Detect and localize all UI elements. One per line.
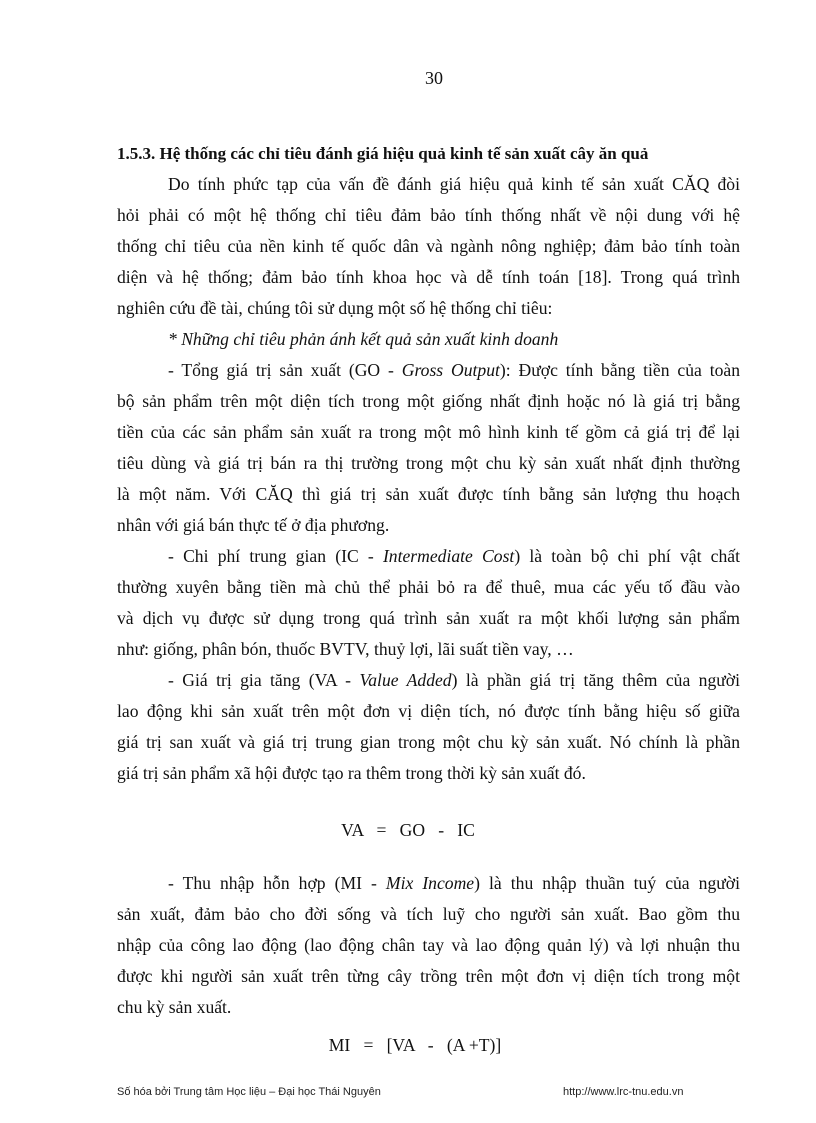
text-line bbox=[117, 992, 740, 1023]
text-segment: là một năm. Với CĂQ thì giá trị sản xuất được tính bằng sản lượng thu hoạch bbox=[117, 483, 740, 504]
text-line bbox=[168, 868, 740, 899]
text-segment: diện và hệ thống; đảm bảo tính khoa học và dễ tính toán [18]. Trong quá trình bbox=[117, 266, 740, 287]
text-line bbox=[117, 696, 740, 727]
text-segment: lao động khi sản xuất trên một đơn vị diện tích, nó được tính bằng hiệu số giữa bbox=[117, 700, 740, 721]
text-line bbox=[117, 510, 740, 541]
text-line bbox=[117, 231, 740, 262]
footer-credit: Số hóa bởi Trung tâm Học liệu – Đại học Thái Nguyên bbox=[117, 1086, 381, 1098]
text-line bbox=[117, 899, 740, 930]
text-line bbox=[117, 262, 740, 293]
text-segment: thường xuyên bằng tiền mà chủ thể phải bỏ ra để thuê, mua các yếu tố đầu vào bbox=[117, 576, 740, 597]
text-line bbox=[117, 386, 740, 417]
footer-link[interactable]: http://www.lrc-tnu.edu.vn bbox=[563, 1086, 684, 1098]
text-segment: nhập của công lao động (lao động chân tay và lao động quản lý) và lợi nhuận thu bbox=[117, 934, 740, 955]
text-segment: được khi người sản xuất trên từng cây trồng trên một đơn vị diện tích trong một bbox=[117, 965, 740, 986]
text-segment: như: giống, phân bón, thuốc BVTV, thuỷ lợi, lãi suất tiền vay, … bbox=[117, 638, 574, 659]
text-segment: và dịch vụ được sử dụng trong quá trình sản xuất ra một khối lượng sản phẩm bbox=[117, 607, 740, 628]
text-segment: tiền của các sản phẩm sản xuất ra trong một mô hình kinh tế gồm cả giá trị để lại bbox=[117, 421, 740, 442]
text-line bbox=[117, 603, 740, 634]
emphasis-text: * Những chỉ tiêu phản ánh kết quả sản xuất kinh doanh bbox=[168, 328, 559, 349]
text-segment: giá trị sản phẩm xã hội được tạo ra thêm trong thời kỳ sản xuất đó. bbox=[117, 762, 586, 783]
emphasis-text: Mix Income bbox=[385, 872, 475, 893]
text-segment: - Giá trị gia tăng (VA - bbox=[168, 669, 360, 690]
emphasis-text: Gross Output bbox=[401, 359, 500, 380]
text-line bbox=[117, 758, 740, 789]
text-segment: chu kỳ sản xuất. bbox=[117, 996, 232, 1017]
text-line bbox=[117, 479, 740, 510]
text-segment: 1.5.3. Hệ thống các chỉ tiêu đánh giá hiệu quả kinh tế sản xuất cây ăn quả bbox=[117, 143, 649, 163]
text-segment: bộ sản phẩm trên một diện tích trong một giống nhất định hoặc nó là giá trị bằng bbox=[117, 390, 740, 411]
text-line bbox=[117, 200, 740, 231]
text-line bbox=[117, 417, 740, 448]
text-line bbox=[117, 727, 740, 758]
formula-mi: MI = [VA - (A +T)] bbox=[328, 1035, 502, 1055]
text-line bbox=[117, 572, 740, 603]
section-heading bbox=[117, 138, 740, 169]
page-number: 30 bbox=[425, 68, 443, 88]
text-segment: ) là thu nhập thuần tuý của người bbox=[474, 872, 740, 893]
text-segment: - Tổng giá trị sản xuất (GO - bbox=[168, 359, 402, 380]
text-segment: thống chỉ tiêu của nền kinh tế quốc dân và ngành nông nghiệp; đảm bảo tính toàn bbox=[117, 235, 740, 256]
text-segment: tiêu dùng và giá trị bán ra thị trường trong một chu kỳ sản xuất nhất định thường bbox=[117, 452, 740, 473]
text-line bbox=[168, 665, 740, 696]
text-line bbox=[117, 634, 740, 665]
text-segment: hỏi phải có một hệ thống chỉ tiêu đảm bảo tính thống nhất về nội dung với hệ bbox=[117, 204, 740, 225]
text-line bbox=[117, 930, 740, 961]
text-line bbox=[117, 293, 740, 324]
text-segment: Do tính phức tạp của vấn đề đánh giá hiệu quả kinh tế sản xuất CĂQ đòi bbox=[168, 173, 740, 194]
text-segment: ): Được tính bằng tiền của toàn bbox=[499, 359, 740, 380]
text-line bbox=[117, 961, 740, 992]
text-segment: ) là toàn bộ chi phí vật chất bbox=[514, 545, 740, 566]
text-line bbox=[168, 324, 740, 355]
emphasis-text: Value Added bbox=[359, 669, 452, 690]
text-segment: nghiên cứu đề tài, chúng tôi sử dụng một số hệ thống chỉ tiêu: bbox=[117, 297, 553, 318]
text-segment: giá trị san xuất và giá trị trung gian trong một chu kỳ sản xuất. Nó chính là phần bbox=[117, 731, 740, 752]
text-segment: ) là phần giá trị tăng thêm của người bbox=[451, 669, 740, 690]
emphasis-text: Intermediate Cost bbox=[382, 545, 515, 566]
text-line bbox=[168, 169, 740, 200]
text-line bbox=[168, 355, 740, 386]
text-segment: - Chi phí trung gian (IC - bbox=[168, 545, 383, 566]
formula-va: VA = GO - IC bbox=[341, 820, 475, 840]
text-segment: - Thu nhập hỗn hợp (MI - bbox=[168, 872, 386, 893]
text-segment: sản xuất, đảm bảo cho đời sống và tích luỹ cho người sản xuất. Bao gồm thu bbox=[117, 903, 740, 924]
text-segment: nhân với giá bán thực tế ở địa phương. bbox=[117, 514, 390, 535]
text-line bbox=[117, 448, 740, 479]
text-line bbox=[168, 541, 740, 572]
